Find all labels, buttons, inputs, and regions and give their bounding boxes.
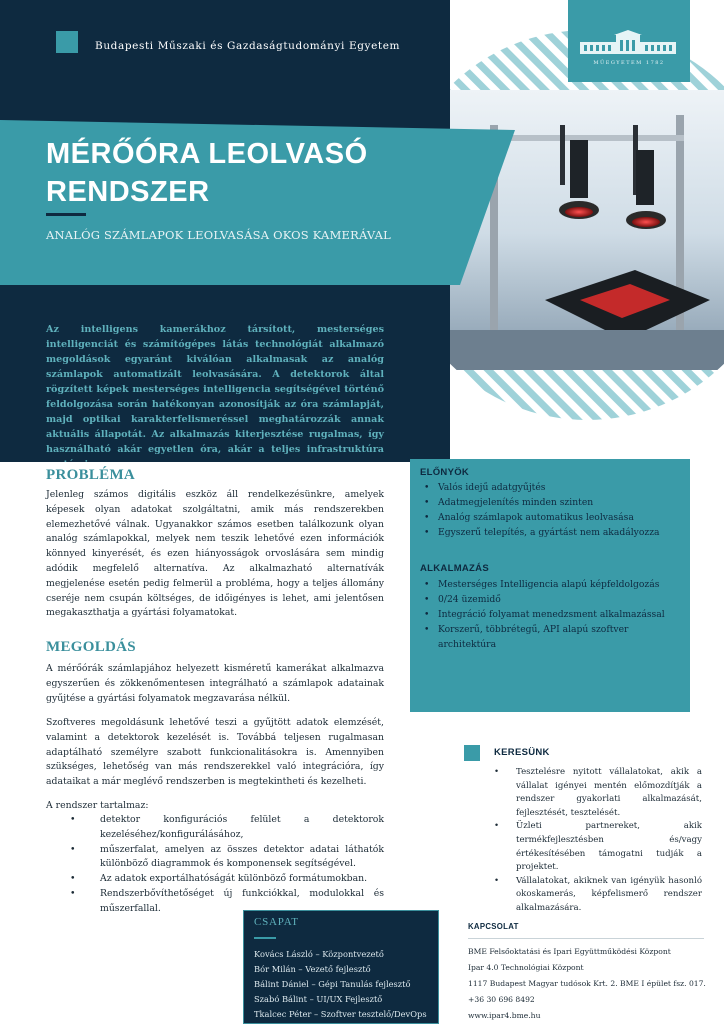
advantages-heading: ELŐNYÖK [420, 467, 470, 478]
applications-list [420, 577, 665, 652]
contact-divider [468, 938, 704, 939]
page-title-line1: MÉRŐÓRA LEOLVASÓ [46, 138, 368, 170]
list-item: • Tesztelésre nyitott vállalatokat, akik a vállalat igényei mentén előmozdítják a rendszer gyakorlati alkalmazását, fejlesztését, tesztelését. [490, 766, 702, 820]
solution-text-2: Szoftveres megoldásunk lehetővé teszi a gyűjtött adatok elemzését, valamint a detektorok kezelését is. Továbbá teljesen rugalmasan adaptálható személyre szabott funkcionalitásokra is. Amennyiben szükséges, lehetőség van más rendszerekkel való integrációra, így adataikat a már meglévő rendszerben is megtekintheti és kezelheti. [46, 717, 384, 788]
list-item: • detektor konfigurációs felület a detektorok kezeléséhez/konfigurálásához, [70, 813, 384, 843]
solution-heading: MEGOLDÁS [46, 639, 136, 655]
list-item: • Analóg számlapok automatikus leolvasása [420, 510, 665, 525]
problem-heading: PROBLÉMA [46, 467, 136, 483]
university-name: Budapesti Műszaki és Gazdaságtudományi Egyetem [95, 40, 401, 52]
team-member: Tkalcec Péter – Szoftver tesztelő/DevOps [254, 1009, 427, 1019]
system-features-list [70, 813, 384, 917]
contact-phone[interactable]: +36 30 696 8492 [468, 995, 535, 1004]
contact-address: 1117 Budapest Magyar tudósok Krt. 2. BME I épület fsz. 017. [468, 979, 706, 988]
list-item: • Valós idejű adatgyűjtés [420, 480, 665, 495]
logo-caption: MŰEGYETEM 1782 [593, 60, 665, 66]
list-item: • Üzleti partnereket, akik termékfejlesztésben és/vagy értékesítésében támogatni tudják a projektet. [490, 820, 702, 874]
team-member: Bálint Dániel – Gépi Tanulás fejlesztő [254, 979, 411, 989]
problem-text: Jelenleg számos digitális eszköz áll rendelkezésünkre, amelyek képesek olyan adatokat szolgáltatni, amik más rendszerekben elemezhetővé válnak. Ugyanakkor számos esetben találkozunk olyan analóg számlapokkal, melyek nem teszik lehetővé ezen információk könnyed kinyerését, és ezen hiányosságok orvoslására sem mindig adódik megfelelő alternatíva. Az alkalmazható alternatívák megjelenése esetén pedig felmerül a probléma, hogy a teljes állomány cseréje nem csupán költséges, de időigényes is lehet, ami jelentősen megakaszthatja a gyártási folyamatokat. [46, 489, 384, 619]
list-item: • Vállalatokat, akiknek van igényük hasonló okoskamerás, képfelismerő rendszer alkalmazására. [490, 875, 702, 916]
search-teal-square [464, 745, 480, 761]
search-list [490, 766, 702, 916]
team-member: Kovács László – Központvezető [254, 949, 384, 959]
applications-heading: ALKALMAZÁS [420, 563, 489, 574]
contact-heading: KAPCSOLAT [468, 922, 519, 931]
page-title-line2: RENDSZER [46, 176, 210, 208]
system-contains-label: A rendszer tartalmaz: [46, 800, 149, 811]
list-item: • Egyszerű telepítés, a gyártást nem akadályozza [420, 525, 665, 540]
team-member: Szabó Bálint – UI/UX Fejlesztő [254, 994, 383, 1004]
list-item: • Integráció folyamat menedzsment alkalmazással [420, 607, 665, 622]
list-item: • Adatmegjelenítés minden szinten [420, 495, 665, 510]
solution-text-1: A mérőórák számlapjához helyezett kisméretű kamerákat alkalmazva egyszerűen és zökkenőmentesen integrálható a számlapok adatainak gyűjtése a gyártási folyamatok megzavarása nélkül. [46, 663, 384, 704]
search-heading: KERESÜNK [494, 747, 550, 758]
list-item: • Korszerű, többrétegű, API alapú szoftver architektúra [420, 622, 665, 652]
contact-details [468, 944, 706, 1024]
list-item: • 0/24 üzemidő [420, 592, 665, 607]
list-item: • Rendszerbővíthetőséget új funkciókkal, modulokkal és műszerfallal. [70, 887, 384, 917]
team-heading: CSAPAT [254, 916, 299, 928]
header-teal-square [56, 31, 78, 53]
list-item: • műszerfalat, amelyen az összes detektor adatai láthatók különböző diagrammok és komponensek segítségével. [70, 843, 384, 873]
building-icon [578, 30, 678, 56]
contact-organization: BME Felsőoktatási és Ipari Együttműködési Központ [468, 947, 671, 956]
intro-paragraph: Az intelligens kamerákhoz társított, mesterséges intelligenciát és számítógépes látás technológiát alkalmazó megoldások egyaránt kiválóan alkalmasak az analóg számlapok automatizált leolvasására. A detektorok által rögzített képek mesterséges intelligencia segítségével történő feldolgozása során hatékonyan azonosítják az óra számlapját, majd optikai karakterfelismeréssel meghatározzák annak aktuális állapotát. Az alkalmazás kiterjesztése rugalmas, így használható akár egyetlen óra, akár a teljes infrastruktúra [46, 324, 384, 455]
page-subtitle: ANALÓG SZÁMLAPOK LEOLVASÁSA OKOS KAMERÁVAL [46, 228, 391, 242]
contact-center: Ipar 4.0 Technológiai Központ [468, 963, 584, 972]
team-members [254, 947, 427, 1022]
team-member: Bór Milán – Vezető fejlesztő [254, 964, 371, 974]
advantages-list [420, 480, 665, 540]
list-item: • Az adatok exportálhatóságát különböző formátumokban. [70, 872, 384, 887]
title-underline [46, 213, 86, 216]
team-divider [254, 937, 276, 939]
contact-website-link[interactable]: www.ipar4.bme.hu [468, 1011, 541, 1020]
list-item: • Mesterséges Intelligencia alapú képfeldolgozás [420, 577, 665, 592]
